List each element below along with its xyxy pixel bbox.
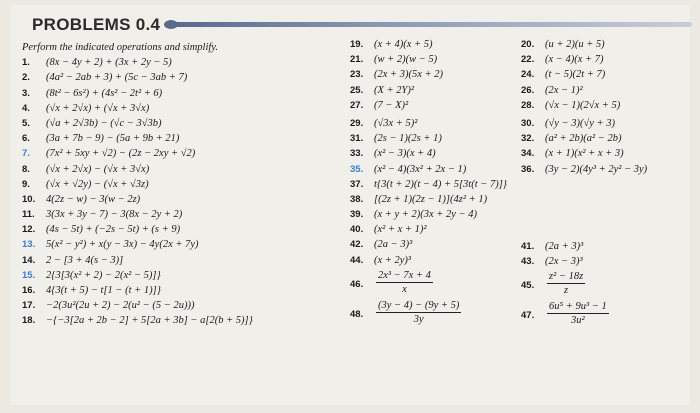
problem-item: [22, 86, 352, 101]
problem-expression: (X + 2Y)²: [374, 84, 414, 96]
problem-item: [521, 239, 681, 254]
problem-expression: (8x − 4y + 2) + (3x + 2y − 5): [46, 57, 172, 69]
section-header: [32, 14, 682, 36]
problem-number: 46.: [350, 278, 364, 290]
problem-item: [22, 313, 352, 328]
problem-expression: (x + 4)(x + 5): [374, 39, 433, 50]
problem-number: 14.: [22, 254, 36, 266]
problem-item: [350, 116, 515, 131]
problem-number: 11.: [22, 209, 35, 221]
problem-number: 26.: [521, 84, 535, 96]
problem-number: 47.: [521, 310, 535, 322]
problem-item: [22, 101, 352, 116]
problem-item: [521, 116, 681, 131]
fraction-denominator: x: [402, 283, 407, 295]
fraction-numerator: (3y − 4) − (9y + 5): [378, 299, 460, 311]
problem-number: 42.: [350, 239, 364, 251]
problem-expression: 2 − [3 + 4(s − 3)]: [46, 254, 124, 266]
problem-number: 27.: [350, 99, 364, 111]
problem-expression: (2s − 1)(2s + 1): [374, 133, 442, 145]
problem-number: 44.: [350, 254, 364, 266]
fraction-numerator: 6u⁵ + 9u³ − 1: [549, 301, 607, 313]
problem-number: 7.: [22, 148, 30, 160]
problem-item: [350, 192, 515, 207]
problem-item: [22, 162, 352, 177]
problem-item: [350, 177, 515, 192]
problem-item: [22, 146, 352, 161]
problem-number: 21.: [350, 54, 364, 66]
problem-item: [22, 268, 352, 283]
problem-expression: (2x − 3)³: [545, 255, 583, 267]
problem-item: [521, 269, 681, 299]
problem-number: 16.: [22, 285, 36, 296]
problem-item: [350, 237, 515, 252]
problem-number: 17.: [22, 300, 36, 312]
problem-expression: (x² − 4)(3x² + 2x − 1): [374, 163, 467, 175]
problem-item: [521, 299, 681, 329]
problem-number: 30.: [521, 117, 535, 129]
problem-item: [350, 162, 515, 177]
problem-expression: (a² + 2b)(a² − 2b): [545, 133, 622, 145]
fraction-expression: [376, 269, 433, 296]
problem-item: [22, 70, 352, 85]
problem-item: [350, 131, 515, 146]
problem-number: 40.: [350, 224, 364, 236]
problem-number: 32.: [521, 133, 535, 145]
problem-expression: [(2z + 1)(2z − 1)](4z² + 1): [374, 193, 488, 205]
problem-expression: 4{3(t + 5) − t[1 − (t + 1)]}: [46, 285, 161, 296]
problem-number: 19.: [350, 39, 364, 50]
problem-expression: 5(x² − y²) + x(y − 3x) − 4y(2x + 7y): [46, 239, 199, 251]
problem-number: 28.: [521, 99, 535, 111]
problem-expression: (x + 1)(x² + x + 3): [545, 148, 624, 160]
problem-expression: (x + y + 2)(3x + 2y − 4): [374, 209, 477, 221]
problem-number: 13.: [22, 239, 36, 251]
problem-item: [350, 298, 515, 328]
problem-number: 6.: [22, 133, 30, 145]
problem-expression: (7 − X)²: [374, 99, 409, 111]
problem-item: [22, 192, 352, 207]
problem-number: 23.: [350, 69, 364, 81]
problem-expression: (2a + 3)³: [545, 240, 584, 252]
fraction-numerator: z² − 18z: [549, 271, 584, 283]
problem-item: [350, 253, 515, 268]
problem-item: [22, 253, 352, 268]
problem-number: 18.: [22, 315, 36, 327]
problem-expression: (4s − 5t) + (−2s − 5t) + (s + 9): [46, 224, 181, 236]
problem-item: [22, 131, 352, 146]
problem-expression: −{−3[2a + 2b − 2] + 5[2a + 3b] − a[2(b + 5)]}: [46, 315, 253, 327]
fraction-numerator: 2x³ − 7x + 4: [378, 269, 431, 281]
problem-item: [350, 98, 515, 113]
fraction-denominator: 3u²: [571, 315, 585, 327]
fraction-denominator: z: [564, 285, 569, 297]
problem-number: 8.: [22, 163, 30, 175]
problem-number: 35.: [350, 163, 364, 175]
problem-expression: (w + 2)(w − 5): [374, 54, 438, 66]
problem-number: 48.: [350, 308, 364, 320]
problem-expression: (x + 2y)³: [374, 254, 412, 266]
problem-expression: (4a² − 2ab + 3) + (5c − 3ab + 7): [46, 72, 188, 84]
problem-number: 25.: [350, 84, 364, 96]
problem-column-2: [350, 37, 515, 328]
problem-expression: (√x + 2√x) + (√x + 3√x): [46, 102, 150, 114]
fraction-expression: [376, 299, 461, 326]
problem-number: 29.: [350, 117, 364, 129]
instructions: Perform the indicated operations and simplify.: [22, 42, 218, 53]
problem-item: [350, 146, 515, 161]
problem-item: [22, 207, 352, 222]
problem-item: [350, 222, 515, 237]
problem-expression: (u + 2)(u + 5): [545, 39, 605, 50]
problem-number: 20.: [521, 39, 535, 50]
problem-expression: (2a − 3)³: [374, 239, 413, 251]
problem-number: 5.: [22, 117, 30, 129]
problem-column-3: [521, 37, 681, 329]
problem-expression: −2(3u²(2u + 2) − 2(u² − (5 − 2u))): [46, 300, 195, 312]
page-title: PROBLEMS 0.4: [32, 15, 161, 34]
fraction-denominator: 3y: [413, 313, 424, 325]
problem-expression: t{3(t + 2)(t − 4) + 5[3t(t − 7)]}: [374, 178, 507, 190]
problem-expression: (3a + 7b − 9) − (5a + 9b + 21): [46, 133, 180, 145]
problem-item: [350, 67, 515, 82]
problem-number: 37.: [350, 178, 364, 190]
problem-number: 43.: [521, 255, 535, 267]
problem-number: 1.: [22, 57, 30, 69]
problem-expression: (t − 5)(2t + 7): [545, 69, 606, 81]
problem-item: [22, 237, 352, 252]
problem-expression: (√3x + 5)²: [374, 117, 418, 129]
problem-number: 45.: [521, 280, 535, 292]
problem-item: [350, 207, 515, 222]
problem-number: 39.: [350, 209, 364, 221]
problem-expression: (2x + 3)(5x + 2): [374, 69, 443, 81]
problem-number: 3.: [22, 87, 30, 99]
problem-expression: (8t² − 6s²) + (4s² − 2t² + 6): [46, 87, 163, 99]
problem-number: 34.: [521, 148, 535, 160]
problem-item: [22, 55, 352, 70]
problem-expression: (√x + 2√x) − (√x + 3√x): [46, 163, 150, 175]
problem-number: 4.: [22, 102, 30, 114]
problem-item: [521, 37, 681, 52]
problem-expression: (x² + x + 1)²: [374, 224, 427, 236]
problem-number: 10.: [22, 193, 36, 205]
problem-number: 9.: [22, 178, 30, 190]
problem-number: 15.: [22, 269, 36, 281]
problem-expression: (3y − 2)(4y³ + 2y² − 3y): [545, 163, 648, 175]
problem-expression: (x − 4)(x + 7): [545, 54, 604, 66]
problem-expression: (x² − 3)(x + 4): [374, 148, 436, 160]
problem-number: 12.: [22, 224, 36, 236]
problem-item: [350, 83, 515, 98]
problem-item: [350, 37, 515, 52]
problem-expression: (√y − 3)(√y + 3): [545, 117, 616, 129]
problem-item: [22, 283, 352, 298]
header-rule: [172, 22, 692, 27]
problem-expression: (√a + 2√3b) − (√c − 3√3b): [46, 117, 162, 129]
problem-item: [521, 98, 681, 113]
fraction-expression: [547, 270, 585, 297]
problem-expression: (√x + √2y) − (√x + √3z): [46, 178, 149, 190]
problem-item: [521, 162, 681, 177]
problem-item: [22, 222, 352, 237]
problem-item: [350, 52, 515, 67]
problem-number: 24.: [521, 69, 535, 81]
problem-expression: (7x² + 5xy + √2) − (2z − 2xy + √2): [46, 148, 196, 160]
problem-column-1: [22, 40, 352, 329]
problem-number: 31.: [350, 133, 364, 145]
problem-item: [521, 146, 681, 161]
problem-number: 38.: [350, 193, 364, 205]
problem-number: 36.: [521, 163, 535, 175]
problem-number: 2.: [22, 72, 30, 84]
problem-number: 22.: [521, 54, 535, 66]
problem-expression: (2x − 1)²: [545, 84, 583, 96]
fraction-expression: [547, 300, 609, 327]
problem-item: [521, 52, 681, 67]
problem-expression: (√x − 1)(2√x + 5): [545, 99, 621, 111]
problem-number: 41.: [521, 240, 535, 252]
problem-expression: 3(3x + 3y − 7) − 3(8x − 2y + 2): [46, 209, 183, 221]
problem-item: [521, 67, 681, 82]
problem-item: [350, 268, 515, 298]
problem-expression: 4(2z − w) − 3(w − 2z): [46, 193, 141, 205]
problem-item: [22, 116, 352, 131]
problem-item: [521, 254, 681, 269]
problem-number: 33.: [350, 148, 364, 160]
problem-item: [22, 177, 352, 192]
problem-item: [22, 298, 352, 313]
problem-item: [521, 131, 681, 146]
problem-expression: 2{3[3(x² + 2) − 2(x² − 5)]}: [46, 269, 161, 281]
problem-item: [521, 83, 681, 98]
